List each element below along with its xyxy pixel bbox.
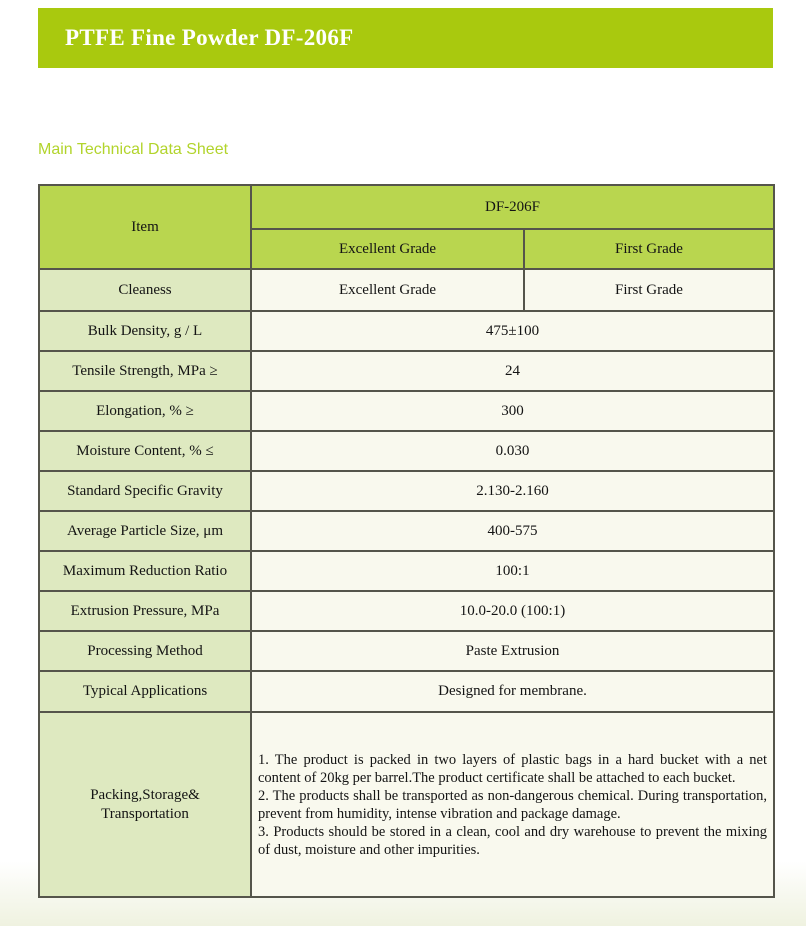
product-header-cell: DF-206F [251, 185, 774, 229]
row-label-cell [39, 712, 251, 897]
title-banner [38, 8, 773, 68]
row-value-cell: 2.130-2.160 [251, 471, 774, 511]
page-title: PTFE Fine Powder DF-206F [65, 25, 354, 50]
row-label-cell: Bulk Density, g / L [39, 311, 251, 351]
table-row-typical-applications [39, 671, 774, 712]
row-label-cell: Typical Applications [39, 671, 251, 712]
row-value-cell: 300 [251, 391, 774, 431]
table-row-maximum-reduction-ratio [39, 551, 774, 591]
row-value-cell: 475±100 [251, 311, 774, 351]
row-label-cell: Extrusion Pressure, MPa [39, 591, 251, 631]
row-label-cell: Average Particle Size, μm [39, 511, 251, 551]
row-value-cell: 24 [251, 351, 774, 391]
row-label-cell: Standard Specific Gravity [39, 471, 251, 511]
row-label-cell: Elongation, % ≥ [39, 391, 251, 431]
table-row-average-particle-size [39, 511, 774, 551]
row-label-cell: Moisture Content, % ≤ [39, 431, 251, 471]
table-row-cleaness [39, 269, 774, 311]
row-value-cell: 100:1 [251, 551, 774, 591]
row-value-cell: Paste Extrusion [251, 631, 774, 671]
row-value-cell: 0.030 [251, 431, 774, 471]
table-row-moisture-content [39, 431, 774, 471]
packing-label-line1: Packing,Storage& [90, 786, 200, 803]
packing-notes-cell [251, 712, 774, 897]
technical-data-table [38, 184, 775, 898]
table-row-processing-method [39, 631, 774, 671]
table-header-row-product [39, 185, 774, 229]
table-row-standard-specific-gravity [39, 471, 774, 511]
row-value-cell: First Grade [524, 269, 774, 311]
table-row-elongation [39, 391, 774, 431]
table-row-bulk-density [39, 311, 774, 351]
packing-note-1: 1. The product is packed in two layers of plastic bags in a hard bucket with a net content of 20kg per barrel.The product certificate shall be attached to each bucket. [258, 751, 768, 786]
row-value-cell: 400-575 [251, 511, 774, 551]
table-row-tensile-strength [39, 351, 774, 391]
row-label-cell: Maximum Reduction Ratio [39, 551, 251, 591]
packing-label-line2: Transportation [101, 805, 189, 822]
packing-note-2: 2. The products shall be transported as non-dangerous chemical. During transportation, prevent from humidity, intense vibration and package damage. [258, 787, 768, 822]
packing-note-3: 3. Products should be stored in a clean, cool and dry warehouse to prevent the mixing of dust, moisture and other impurities. [258, 823, 768, 858]
row-label-cell: Tensile Strength, MPa ≥ [39, 351, 251, 391]
row-value-cell: 10.0-20.0 (100:1) [251, 591, 774, 631]
row-value-cell: Excellent Grade [251, 269, 524, 311]
table-row-packing-storage-transportation [39, 712, 774, 897]
table-row-extrusion-pressure [39, 591, 774, 631]
item-header-cell: Item [39, 185, 251, 269]
grade-header-cell-first: First Grade [524, 229, 774, 269]
row-value-cell: Designed for membrane. [251, 671, 774, 712]
section-heading: Main Technical Data Sheet [38, 141, 229, 158]
row-label-cell: Processing Method [39, 631, 251, 671]
grade-header-cell-excellent: Excellent Grade [251, 229, 524, 269]
row-label-cell: Cleaness [39, 269, 251, 311]
